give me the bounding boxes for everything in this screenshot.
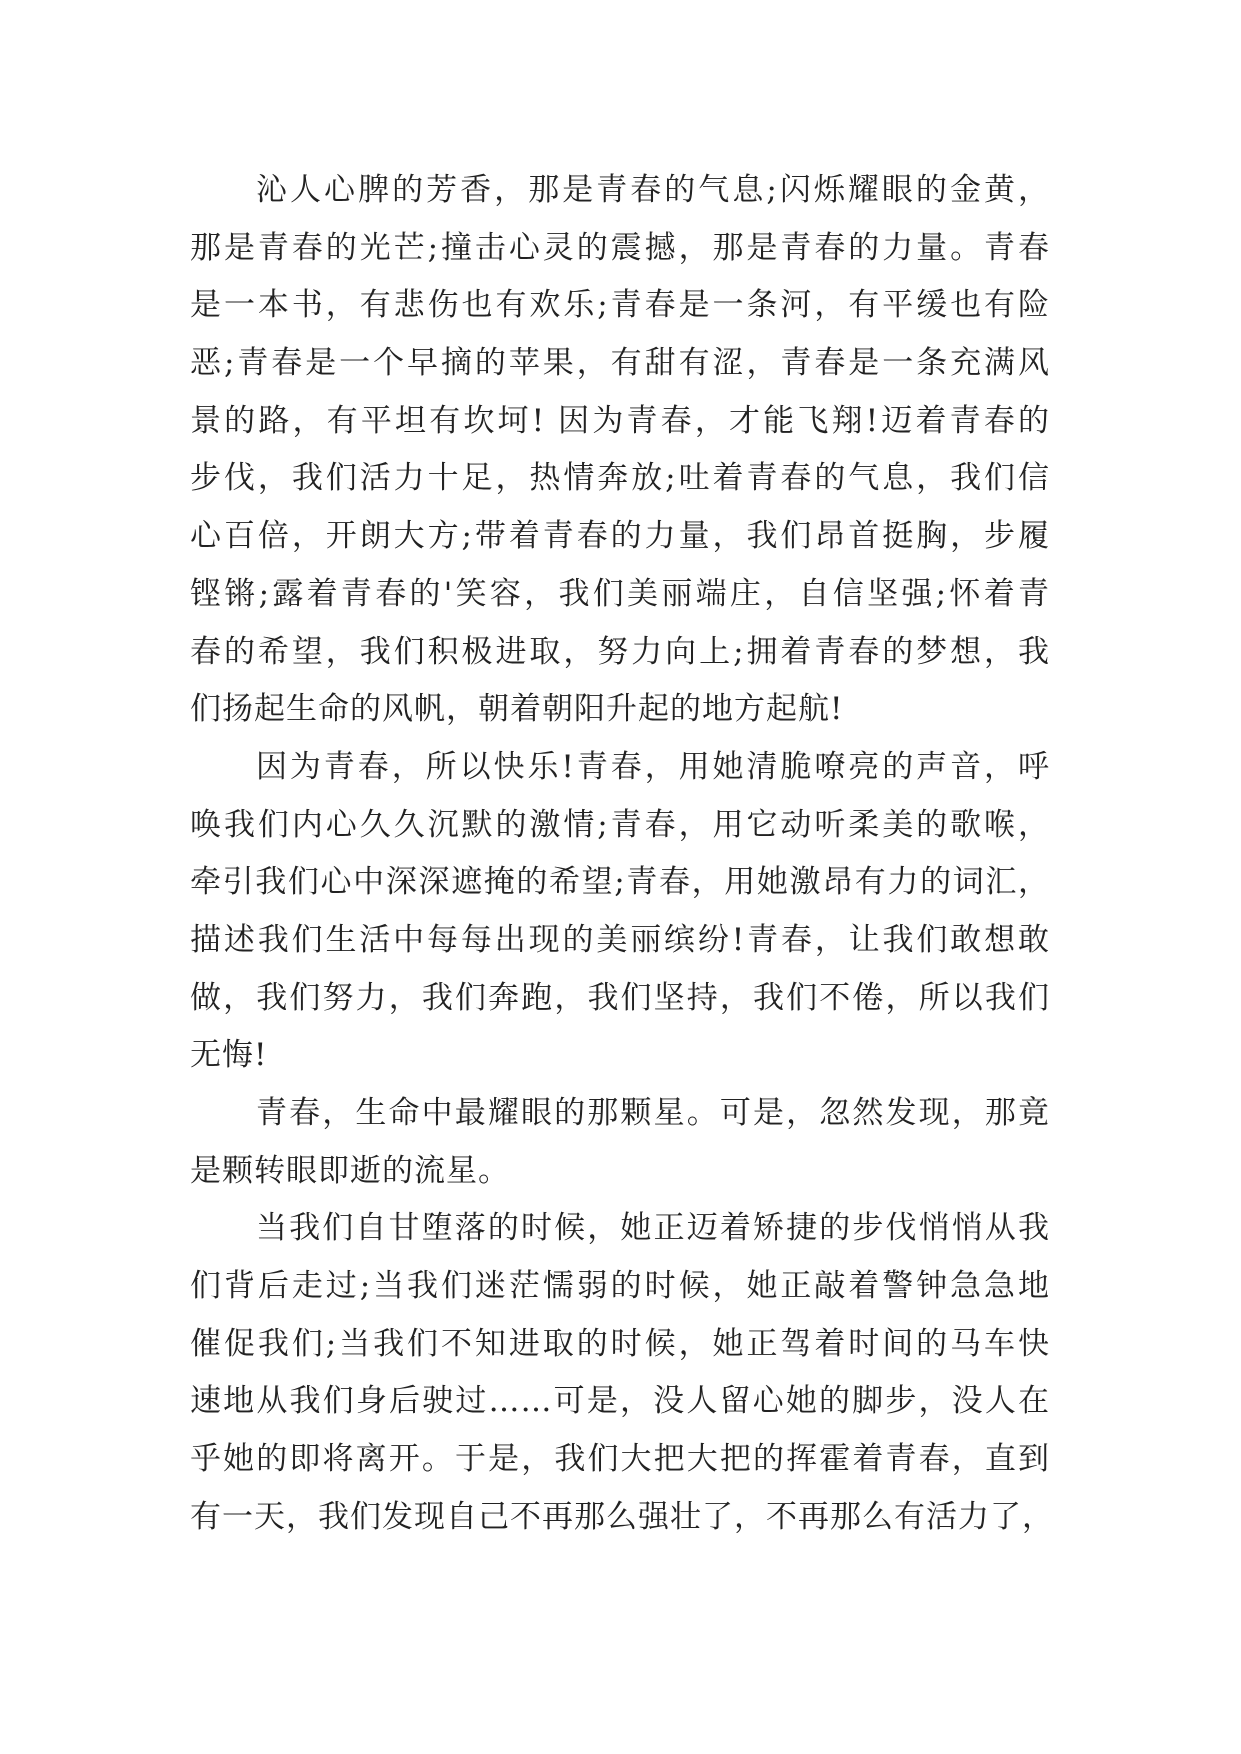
- paragraph-2-line-6: 无悔!: [190, 1037, 268, 1074]
- paragraph-1-line-4: 恶;青春是一个早摘的苹果，有甜有涩，青春是一条充满风: [190, 345, 1050, 382]
- paragraph-1-line-7: 心百倍，开朗大方;带着青春的力量，我们昂首挺胸，步履: [190, 518, 1050, 555]
- paragraph-1-line-3: 是一本书，有悲伤也有欢乐;青春是一条河，有平缓也有险: [190, 287, 1050, 324]
- paragraph-4-line-5: 乎她的即将离开。于是，我们大把大把的挥霍着青春，直到: [190, 1441, 1050, 1478]
- paragraph-2-line-1: 因为青春，所以快乐!青春，用她清脆嘹亮的声音，呼: [256, 748, 1050, 785]
- paragraph-3-line-1: 青春，生命中最耀眼的那颗星。可是，忽然发现，那竟: [256, 1095, 1050, 1131]
- paragraph-4-line-3: 催促我们;当我们不知进取的时候，她正驾着时间的马车快: [190, 1325, 1050, 1362]
- paragraph-1-line-2: 那是青春的光芒;撞击心灵的震撼，那是青春的力量。青春: [190, 229, 1050, 266]
- paragraph-1-line-5: 景的路，有平坦有坎坷! 因为青春，才能飞翔!迈着青春的: [190, 402, 1050, 439]
- paragraph-3-line-2: 是颗转眼即逝的流星。: [190, 1152, 510, 1189]
- paragraph-1-line-1: 沁人心脾的芳香，那是青春的气息;闪烁耀眼的金黄，: [256, 172, 1050, 208]
- paragraph-1-line-8: 铿锵;露着青春的'笑容，我们美丽端庄，自信坚强;怀着青: [190, 575, 1050, 612]
- paragraph-2-line-3: 牵引我们心中深深遮掩的希望;青春，用她激昂有力的词汇，: [190, 864, 1050, 901]
- paragraph-4-line-2: 们背后走过;当我们迷茫懦弱的时候，她正敲着警钟急急地: [190, 1268, 1050, 1305]
- paragraph-1-line-10: 们扬起生命的风帆，朝着朝阳升起的地方起航!: [190, 691, 844, 728]
- paragraph-2-line-2: 唤我们内心久久沉默的激情;青春，用它动听柔美的歌喉，: [190, 806, 1050, 843]
- paragraph-2-line-5: 做，我们努力，我们奔跑，我们坚持，我们不倦，所以我们: [190, 979, 1050, 1016]
- paragraph-1-line-9: 春的希望，我们积极进取，努力向上;拥着青春的梦想，我: [190, 633, 1050, 670]
- essay-body: [190, 162, 1054, 1547]
- paragraph-4-line-6: 有一天，我们发现自己不再那么强壮了，不再那么有活力了，: [190, 1498, 1054, 1535]
- paragraph-2-line-4: 描述我们生活中每每出现的美丽缤纷!青春，让我们敢想敢: [190, 921, 1050, 958]
- paragraph-1-line-6: 步伐，我们活力十足，热情奔放;吐着青春的气息，我们信: [190, 460, 1050, 497]
- paragraph-4-line-1: 当我们自甘堕落的时候，她正迈着矫捷的步伐悄悄从我: [256, 1210, 1050, 1247]
- paragraph-4-line-4: 速地从我们身后驶过……可是，没人留心她的脚步，没人在: [190, 1383, 1050, 1420]
